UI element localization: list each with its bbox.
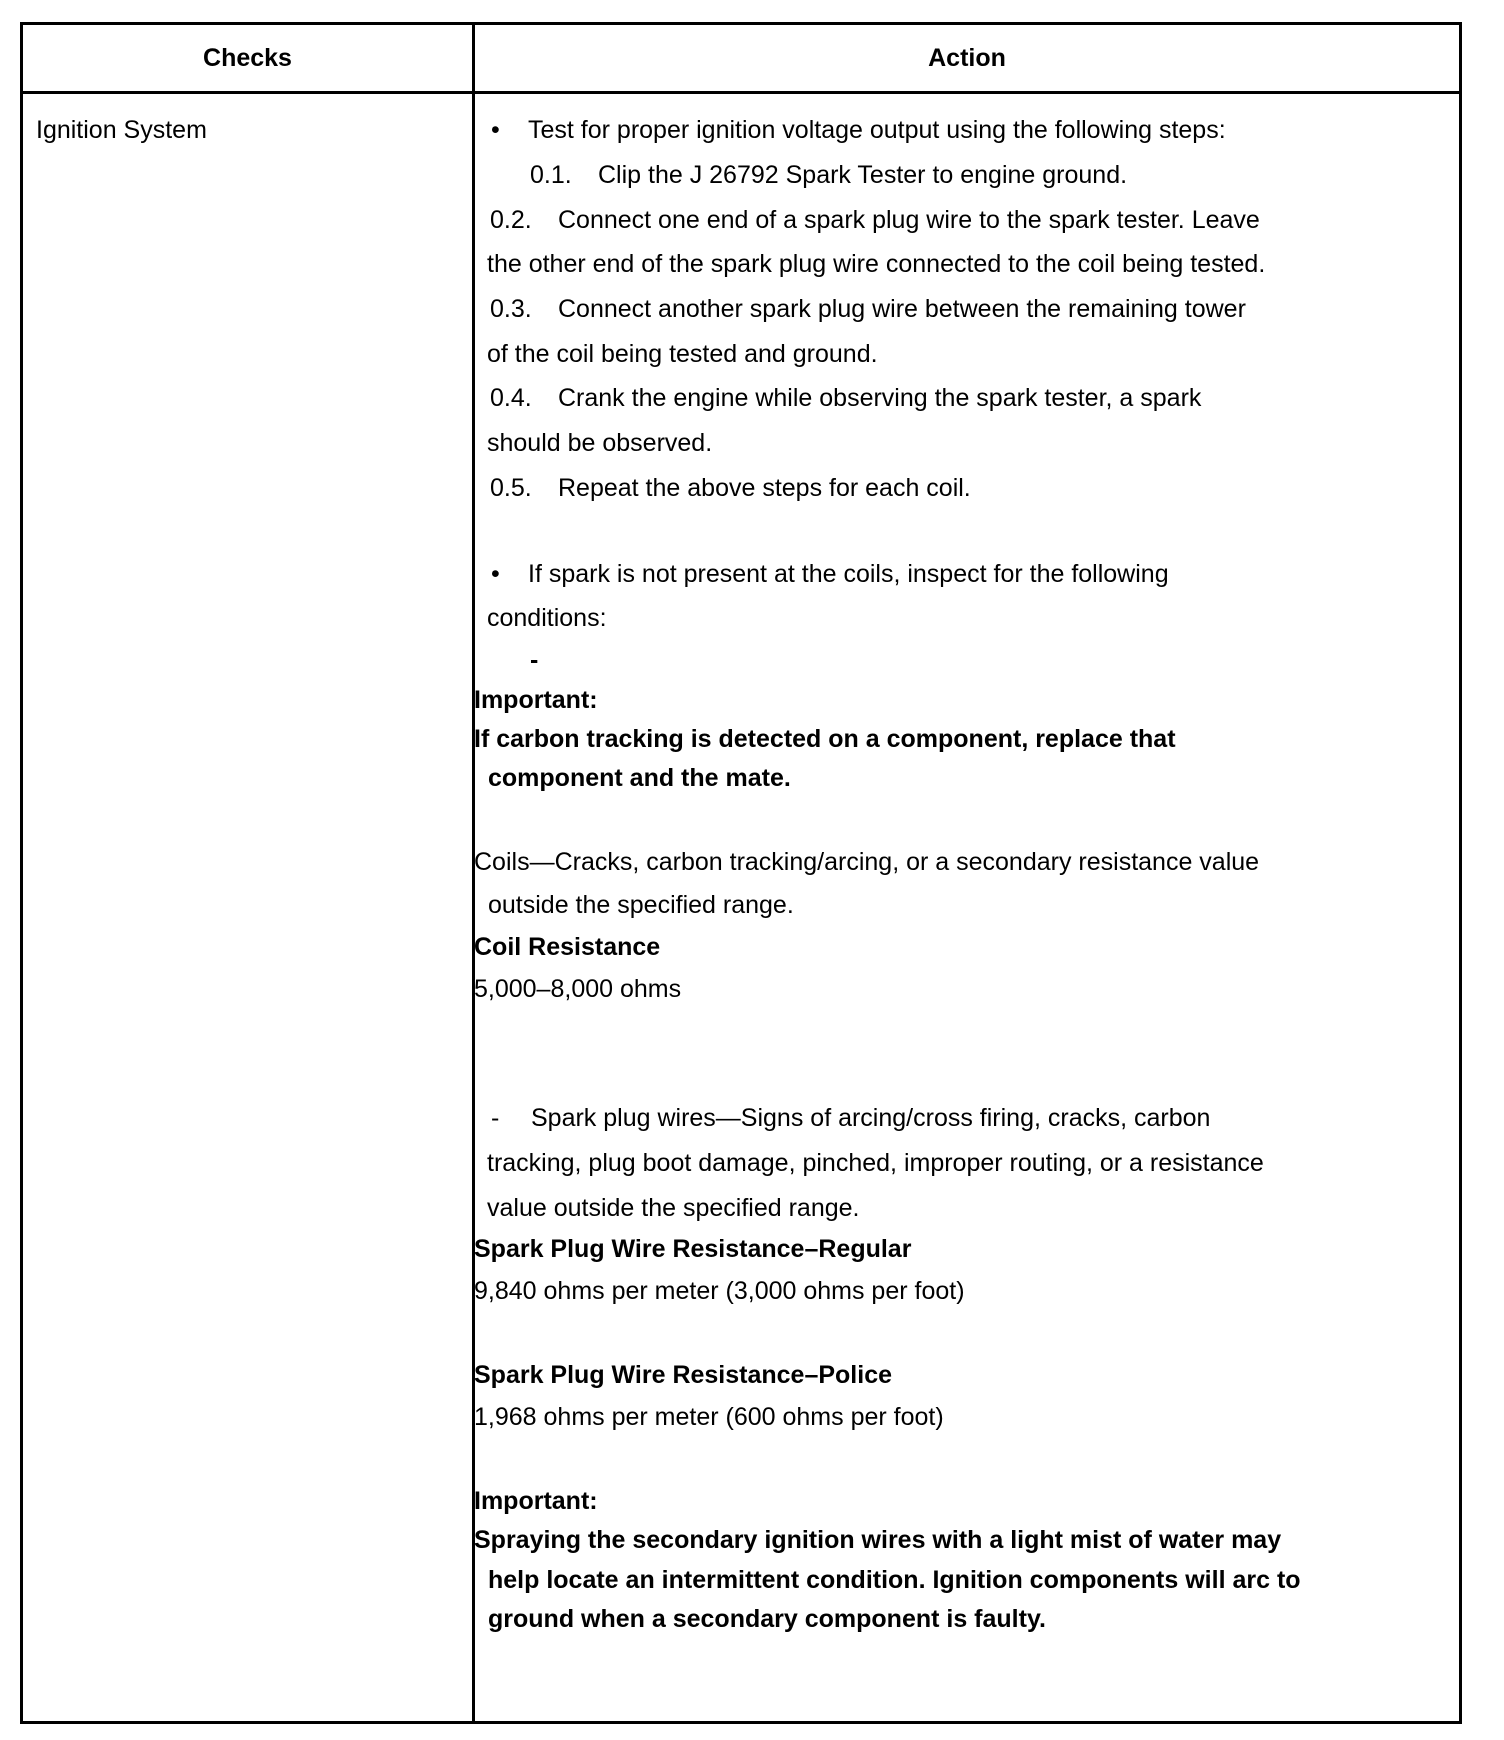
- step-number: 0.3.: [490, 295, 532, 323]
- step-text: Clip the J 26792 Spark Tester to engine ground.: [598, 161, 1128, 189]
- wires-condition-text: Spark plug wires—Signs of arcing/cross firing, cracks, carbon: [531, 1104, 1211, 1132]
- step-text: Connect one end of a spark plug wire to the spark tester. Leave: [558, 206, 1260, 234]
- step-text-continued: should be observed.: [487, 429, 713, 457]
- important-label: Important:: [474, 1487, 598, 1515]
- step-number: 0.1.: [530, 161, 572, 189]
- header-divider: [23, 91, 1459, 94]
- header-action: Action: [928, 43, 1006, 72]
- important-text-continued: component and the mate.: [488, 764, 791, 792]
- coil-resistance-label: Coil Resistance: [474, 933, 661, 961]
- bullet-spark-text: If spark is not present at the coils, inspect for the following: [528, 560, 1169, 588]
- bullet-test-text: Test for proper ignition voltage output using the following steps:: [528, 116, 1226, 144]
- step-text: Connect another spark plug wire between the remaining tower: [558, 295, 1246, 323]
- coil-resistance-value: 5,000–8,000 ohms: [474, 975, 682, 1003]
- important-text: Spraying the secondary ignition wires with a light mist of water may: [474, 1526, 1282, 1554]
- wire-regular-value: 9,840 ohms per meter (3,000 ohms per foot): [474, 1277, 965, 1305]
- bullet-spark-text-continued: conditions:: [487, 604, 607, 632]
- bullet-icon: •: [491, 560, 500, 588]
- wires-condition-text-continued: value outside the specified range.: [487, 1194, 860, 1222]
- important-text-continued: help locate an intermittent condition. Ignition components will arc to: [488, 1566, 1301, 1594]
- step-text: Repeat the above steps for each coil.: [558, 474, 971, 502]
- important-label: Important:: [474, 686, 598, 714]
- step-number: 0.2.: [490, 206, 532, 234]
- coils-condition-text-continued: outside the specified range.: [488, 891, 794, 919]
- dash-icon: -: [530, 646, 539, 674]
- dash-icon: -: [491, 1104, 500, 1132]
- wire-police-value: 1,968 ohms per meter (600 ohms per foot): [474, 1403, 944, 1431]
- step-number: 0.4.: [490, 384, 532, 412]
- wires-condition-text-continued: tracking, plug boot damage, pinched, improper routing, or a resistance: [487, 1149, 1264, 1177]
- coils-condition-text: Coils—Cracks, carbon tracking/arcing, or a secondary resistance value: [474, 848, 1260, 876]
- step-number: 0.5.: [490, 474, 532, 502]
- bullet-icon: •: [491, 116, 500, 144]
- header-checks: Checks: [203, 43, 292, 72]
- step-text-continued: of the coil being tested and ground.: [487, 340, 878, 368]
- check-ignition-system: Ignition System: [36, 116, 207, 144]
- wire-regular-label: Spark Plug Wire Resistance–Regular: [474, 1235, 912, 1263]
- step-text-continued: the other end of the spark plug wire connected to the coil being tested.: [487, 250, 1266, 278]
- wire-police-label: Spark Plug Wire Resistance–Police: [474, 1361, 893, 1389]
- step-text: Crank the engine while observing the spark tester, a spark: [558, 384, 1202, 412]
- important-text: If carbon tracking is detected on a component, replace that: [474, 725, 1176, 753]
- important-text-continued: ground when a secondary component is faulty.: [488, 1605, 1046, 1633]
